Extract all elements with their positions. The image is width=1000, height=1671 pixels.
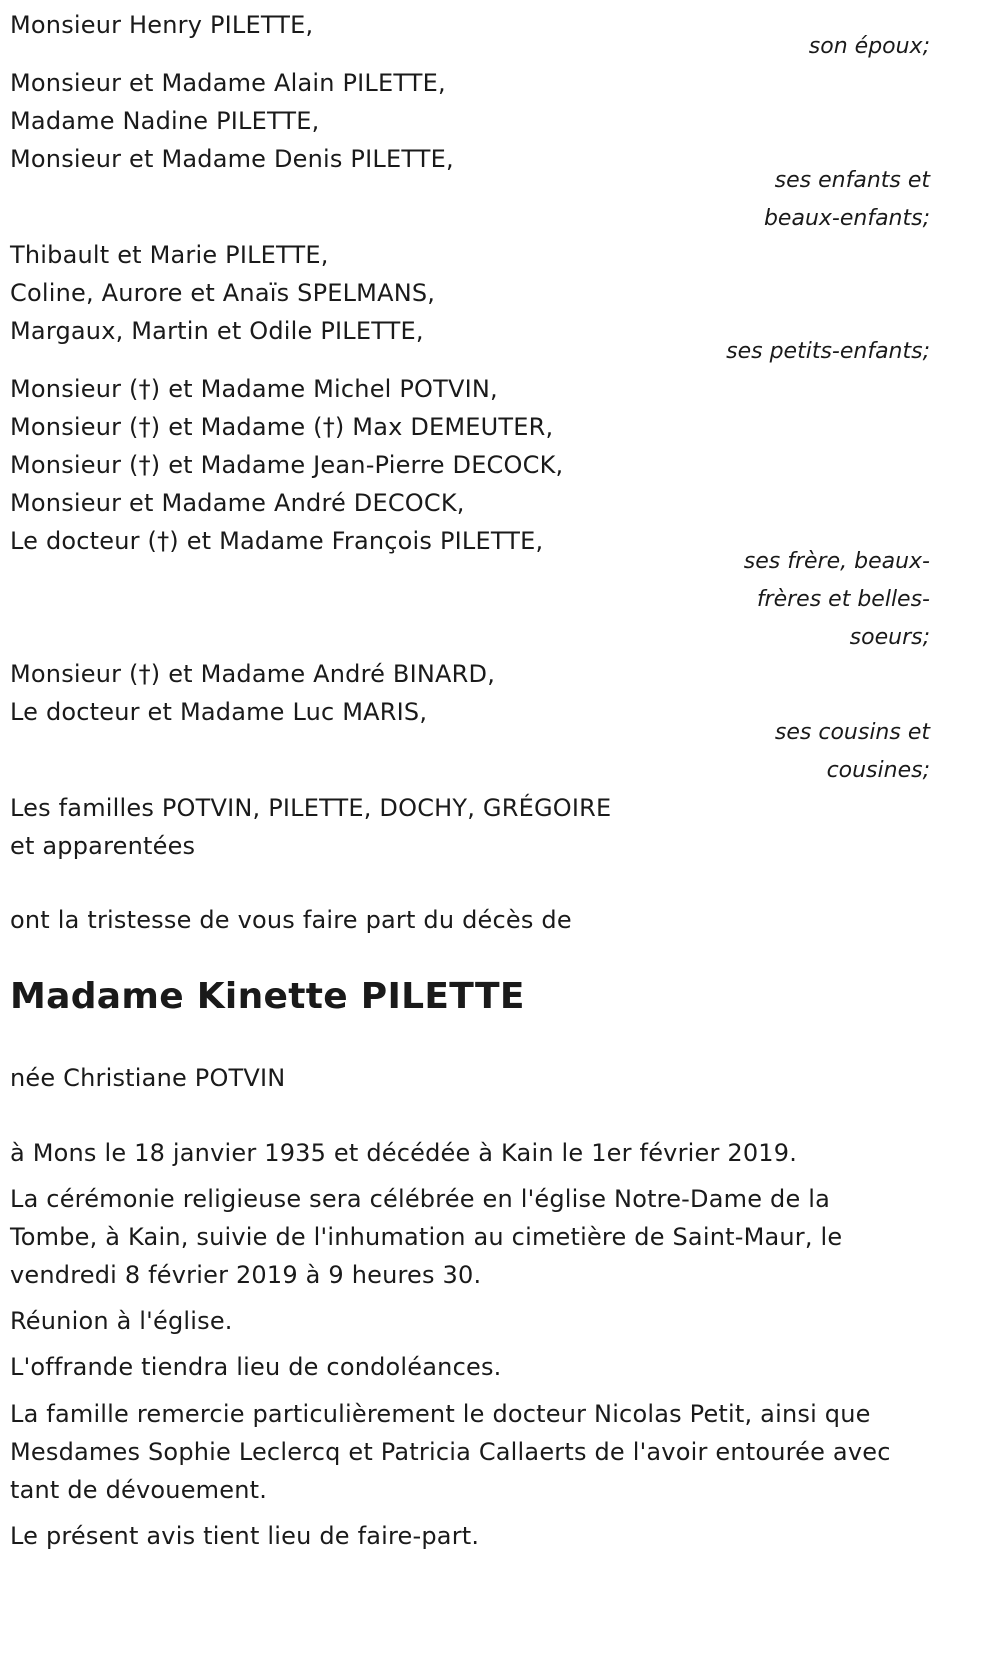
grandchild-name: Thibault et Marie PILETTE, xyxy=(10,241,329,269)
sibling-name: Monsieur (†) et Madame (†) Max DEMEUTER, xyxy=(10,413,554,441)
cousin-name: Le docteur et Madame Luc MARIS, xyxy=(10,698,428,726)
ceremony-line: La cérémonie religieuse sera célébrée en l'église Notre-Dame de la xyxy=(10,1185,831,1213)
sibling-name: Monsieur (†) et Madame Michel POTVIN, xyxy=(10,375,498,403)
siblings-role-line: frères et belles- xyxy=(756,587,930,612)
sibling-name: Le docteur (†) et Madame François PILETTE, xyxy=(10,527,544,555)
deceased-name: Madame Kinette PILETTE xyxy=(10,976,525,1017)
siblings-role-line: ses frère, beaux- xyxy=(743,549,930,574)
thanks-line: tant de dévouement. xyxy=(10,1476,268,1504)
offering-text: L'offrande tiendra lieu de condoléances. xyxy=(10,1353,502,1381)
ceremony-line: vendredi 8 février 2019 à 9 heures 30. xyxy=(10,1261,482,1289)
children-role-line: beaux-enfants; xyxy=(763,206,930,231)
child-name: Madame Nadine PILETTE, xyxy=(10,107,320,135)
dates-text: à Mons le 18 janvier 1935 et décédée à Kain le 1er février 2019. xyxy=(10,1139,798,1167)
child-name: Monsieur et Madame Alain PILETTE, xyxy=(10,69,446,97)
child-name: Monsieur et Madame Denis PILETTE, xyxy=(10,145,454,173)
thanks-line: La famille remercie particulièrement le docteur Nicolas Petit, ainsi que xyxy=(10,1400,871,1428)
birth-name: née Christiane POTVIN xyxy=(10,1064,286,1092)
siblings-group xyxy=(10,370,563,560)
grandchild-name: Margaux, Martin et Odile PILETTE, xyxy=(10,317,424,345)
ceremony-paragraph xyxy=(10,1180,842,1294)
cousins-role xyxy=(10,714,930,790)
grandchild-name: Coline, Aurore et Anaïs SPELMANS, xyxy=(10,279,436,307)
families-group xyxy=(10,789,611,865)
spouse-role: son époux; xyxy=(808,34,930,59)
cousin-name: Monsieur (†) et Madame André BINARD, xyxy=(10,660,496,688)
sibling-name: Monsieur (†) et Madame Jean-Pierre DECOCK, xyxy=(10,451,564,479)
families-line: et apparentées xyxy=(10,832,196,860)
siblings-role xyxy=(10,543,930,657)
children-role-line: ses enfants et xyxy=(774,168,930,193)
children-role xyxy=(10,162,930,238)
closing-text: Le présent avis tient lieu de faire-part. xyxy=(10,1522,480,1550)
thanks-line: Mesdames Sophie Leclercq et Patricia Callaerts de l'avoir entourée avec xyxy=(10,1438,891,1466)
children-group xyxy=(10,64,454,178)
thanks-paragraph xyxy=(10,1395,891,1509)
meeting-text: Réunion à l'église. xyxy=(10,1307,233,1335)
families-line: Les familles POTVIN, PILETTE, DOCHY, GRÉGOIRE xyxy=(10,794,612,822)
grandchildren-role: ses petits-enfants; xyxy=(726,339,930,364)
cousins-role-line: ses cousins et xyxy=(774,720,930,745)
siblings-role-line: soeurs; xyxy=(849,625,930,650)
announcement-text: ont la tristesse de vous faire part du décès de xyxy=(10,906,572,934)
spouse-name: Monsieur Henry PILETTE, xyxy=(10,11,314,39)
ceremony-line: Tombe, à Kain, suivie de l'inhumation au cimetière de Saint-Maur, le xyxy=(10,1223,843,1251)
sibling-name: Monsieur et Madame André DECOCK, xyxy=(10,489,465,517)
cousins-role-line: cousines; xyxy=(826,758,930,783)
